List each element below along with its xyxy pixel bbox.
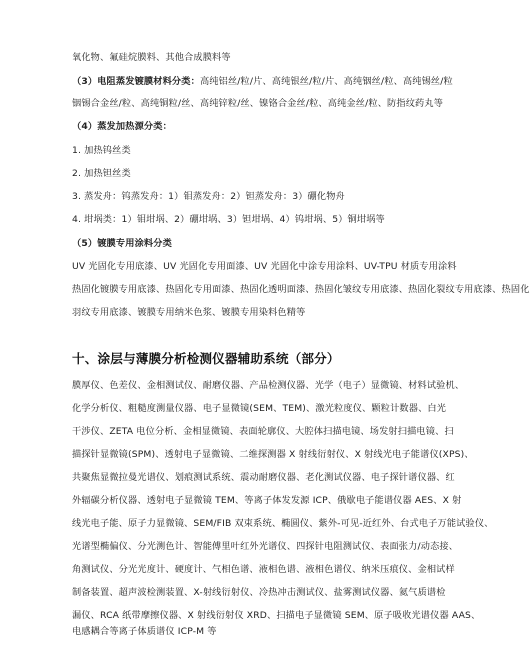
paragraph-line: 电感耦合等离子体质谱仪 ICP-M 等 bbox=[72, 626, 217, 637]
paragraph-line: UV 光固化专用底漆、UV 光固化专用面漆、UV 光固化中涂专用涂料、UV-TPU 材质专用涂料 bbox=[72, 261, 457, 272]
paragraph-line: 描探针显微镜(SPM)、透射电子显微镜、二维探测器 X 射线衍射仪、X 射线光电子能谱仪(XPS)、 bbox=[72, 449, 474, 460]
list-item: 2. 加热钽丝类 bbox=[72, 168, 131, 179]
paragraph-line: 铟锡合金丝/粒、高纯铜粒/丝、高纯锌粒/丝、镍铬合金丝/粒、高纯金丝/粒、防指纹药丸等 bbox=[72, 98, 444, 109]
paragraph-line: 共聚焦显微拉曼光谱仪、划痕测试系统、震动耐磨仪器、老化测试仪器、电子探针谱仪器、红 bbox=[72, 472, 455, 483]
paragraph-line: 光谱型椭偏仪、分光测色计、智能傅里叶红外光谱仪、四探针电阻测试仪、表面张力/动态接、 bbox=[72, 541, 459, 552]
list-item: 3. 蒸发舟：钨蒸发舟：1）钼蒸发舟：2）钽蒸发舟：3）硼化物舟 bbox=[72, 191, 345, 202]
paragraph-line: 羽纹专用底漆、镀膜专用纳米色浆、镀膜专用染料色精等 bbox=[72, 307, 306, 318]
resistance-evaporation-line bbox=[72, 76, 453, 88]
section-heading: 十、涂层与薄膜分析检测仪器辅助系统（部分） bbox=[72, 351, 340, 366]
paragraph-line: 角测试仪、分光光度计、硬度计、气相色谱、液相色谱、液相色谱仪、纳米压痕仪、金相试样 bbox=[72, 564, 455, 575]
subheading: （4）蒸发加热源分类： bbox=[72, 121, 172, 132]
paragraph-text: 高纯铝丝/粒/片、高纯银丝/粒/片、高纯铟丝/粒、高纯锡丝/粒 bbox=[199, 76, 453, 87]
paragraph-line: 化学分析仪、粗糙度测量仪器、电子显微镜(SEM、TEM)、激光粒度仪、颗粒计数器、白光 bbox=[72, 403, 447, 414]
paragraph-line: 外辐碳分析仪器、透射电子显微镜 TEM、等离子体发发源 ICP、俄歇电子能谱仪器 AES、X 射 bbox=[72, 495, 462, 506]
paragraph-line: 干涉仪、ZETA 电位分析、金相显微镜、表面轮廓仪、大腔体扫描电镜、场发射扫描电镜、扫 bbox=[72, 426, 454, 437]
list-item: 1. 加热钨丝类 bbox=[72, 145, 131, 156]
paragraph-line: 制备装置、超声波检测装置、X-射线衍射仪、冷热冲击测试仪、盐雾测试仪器、氦气质谱检 bbox=[72, 587, 446, 598]
paragraph-line: 热固化镀膜专用底漆、热固化专用面漆、热固化透明面漆、热固化皱纹专用底漆、热固化裂纹专用底漆、热固化 bbox=[72, 284, 530, 295]
subheading: （3）电阻蒸发镀膜材料分类： bbox=[72, 76, 200, 87]
paragraph-line: 漏仪、RCA 纸带摩擦仪器、X 射线衍射仪 XRD、扫描电子显微镜 SEM、原子吸收光谱仪器 AAS、 bbox=[72, 610, 481, 621]
paragraph-line: 线光电子能、原子力显微镜、SEM/FIB 双束系统、椭圆仪、紫外-可见-近红外、台式电子万能试验仪、 bbox=[72, 518, 494, 529]
paragraph-line: 氧化物、氟硅烷膜料、其他合成膜料等 bbox=[72, 52, 231, 63]
subheading: （5）镀膜专用涂料分类 bbox=[72, 238, 172, 249]
list-item: 4. 坩埚类：1）钼坩埚、2）硼坩埚、3）钽坩埚、4）钨坩埚、5）铜坩埚等 bbox=[72, 214, 385, 225]
paragraph-line: 膜厚仪、色差仪、金相测试仪、耐磨仪器、产品检测仪器、光学（电子）显微镜、材料试验机、 bbox=[72, 380, 465, 391]
